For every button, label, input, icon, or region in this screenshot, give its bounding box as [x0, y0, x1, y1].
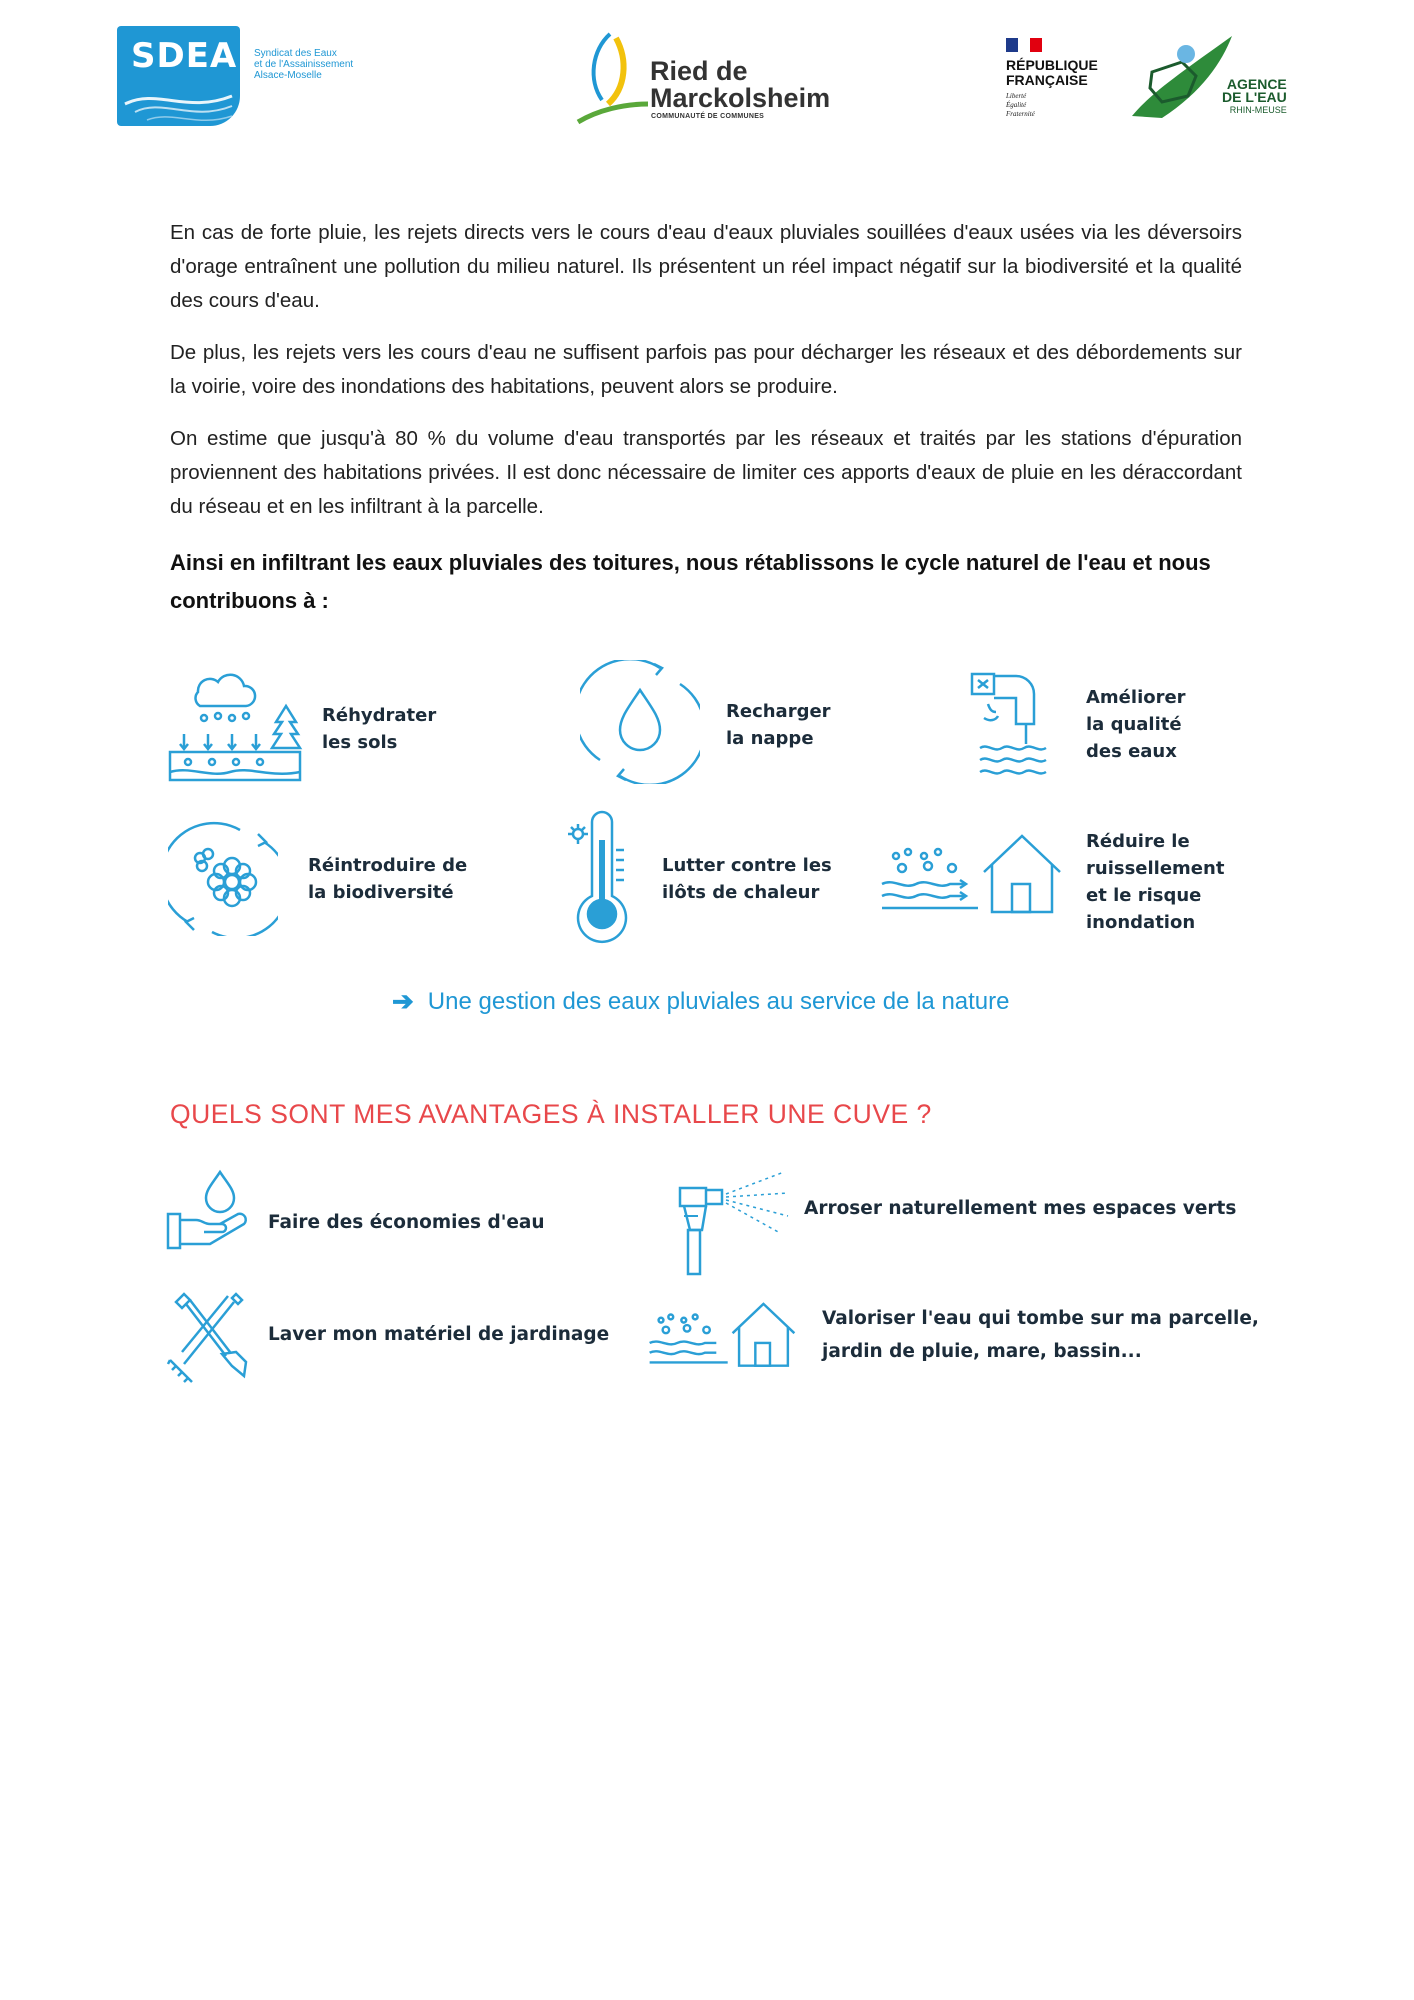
- agence-eau-logo-icon: [1122, 32, 1238, 124]
- garden-tools-icon: [166, 1290, 250, 1388]
- spray-nozzle-icon: [674, 1170, 790, 1276]
- paragraph-overflow: De plus, les rejets vers les cours d'eau ne suffisent parfois pas pour décharger les réseaux et des débordements sur la voirie, voire des inondations des habitations, peuvent alors se produire.: [170, 341, 1242, 398]
- benefit-line: ruissellement: [1086, 858, 1225, 879]
- sdea-tagline-line: Syndicat des Eaux: [254, 48, 337, 59]
- benefit-label: [662, 852, 832, 906]
- sdea-tagline-line: et de l'Assainissement: [254, 59, 354, 70]
- advantage-label: [268, 1206, 545, 1239]
- conclusion-text: Une gestion des eaux pluviales au service de la nature: [427, 987, 1010, 1015]
- benefit-line: Réintroduire de: [308, 855, 468, 876]
- benefit-line: les sols: [322, 732, 398, 753]
- benefit-label: [1086, 828, 1224, 936]
- advantage-line: Valoriser l'eau qui tombe sur ma parcelle,: [822, 1308, 1259, 1329]
- ried-name-line: Marckolsheim: [650, 83, 831, 113]
- benefit-line: Réhydrater: [322, 705, 437, 726]
- benefit-label: [322, 702, 436, 756]
- sdea-logo: [117, 26, 240, 126]
- ried-name-line: Ried de: [650, 56, 748, 86]
- advantage-label: [822, 1302, 1259, 1368]
- republique-francaise-logo: [1006, 38, 1098, 119]
- sdea-tagline: [254, 48, 404, 81]
- benefit-label: [1086, 684, 1186, 765]
- benefit-line: et le risque: [1086, 885, 1202, 906]
- water-drop-cycle-icon: [580, 660, 700, 784]
- advantage-line: jardin de pluie, mare, bassin...: [822, 1341, 1142, 1362]
- paragraph-pollution: En cas de forte pluie, les rejets directs vers le cours d'eau d'eaux pluviales souillées d'eaux usées via les déversoirs d'orage entraînent une pollution du milieu naturel. Ils présentent un réel impact négatif sur la biodiversité et la qualité des cours d'eau.: [170, 221, 1242, 312]
- conclusion-line: [392, 986, 1010, 1017]
- lead-statement: Ainsi en infiltrant les eaux pluviales des toitures, nous rétablissons le cycle naturel de l'eau et nous contribuons à :: [170, 550, 1211, 613]
- hand-drop-icon: [166, 1168, 250, 1252]
- agence-eau-logo-text: [1222, 78, 1287, 117]
- advantage-label: [268, 1318, 609, 1351]
- thermometer-icon: [566, 810, 636, 944]
- advantage-label: [804, 1192, 1236, 1225]
- pipe-water-icon: [970, 668, 1060, 778]
- benefit-line: Recharger: [726, 701, 831, 722]
- benefit-line: des eaux: [1086, 741, 1177, 762]
- benefit-line: Réduire le: [1086, 831, 1190, 852]
- agence-line: AGENCE: [1226, 76, 1287, 92]
- motto-line: Égalité: [1006, 101, 1027, 109]
- benefit-line: Lutter contre les: [662, 855, 832, 876]
- benefit-line: Améliorer: [1086, 687, 1186, 708]
- agence-line: DE L'EAU: [1222, 89, 1287, 105]
- benefit-line: la qualité: [1086, 714, 1182, 735]
- ried-logo-icon: [574, 30, 650, 126]
- advantage-line: Laver mon matériel de jardinage: [268, 1324, 610, 1345]
- french-flag-icon: [1006, 38, 1042, 52]
- benefit-line: la biodiversité: [308, 882, 454, 903]
- house-rain-icon: [880, 832, 1062, 914]
- benefit-line: inondation: [1086, 912, 1196, 933]
- sdea-tagline-line: Alsace-Moselle: [254, 70, 322, 81]
- advantage-line: Arroser naturellement mes espaces verts: [804, 1198, 1237, 1219]
- agence-line: RHIN-MEUSE: [1229, 105, 1287, 115]
- advantage-line: Faire des économies d'eau: [268, 1212, 545, 1233]
- sdea-wave-icon: [117, 26, 240, 126]
- benefit-line: ilôts de chaleur: [662, 882, 820, 903]
- paragraph-estimate: On estime que jusqu'à 80 % du volume d'eau transportés par les réseaux et traités par les stations d'épuration proviennent des habitations privées. Il est donc nécessaire de limiter ces apports d'eaux de pluie en les déraccordant du réseau et en les infiltrant à la parcelle.: [170, 427, 1242, 518]
- house-rain-icon: [648, 1300, 796, 1368]
- section-title: QUELS SONT MES AVANTAGES À INSTALLER UNE CUVE ?: [170, 1099, 932, 1129]
- benefit-line: la nappe: [726, 728, 814, 749]
- ried-logo-name: [650, 58, 830, 112]
- republique-line: RÉPUBLIQUE: [1006, 57, 1098, 73]
- sdea-logo-text: SDEA: [131, 36, 238, 76]
- arrow-right-icon: ➔: [392, 986, 414, 1016]
- flower-cycle-icon: [168, 818, 278, 936]
- benefit-label: [726, 698, 831, 752]
- ried-logo-sub: COMMUNAUTÉ DE COMMUNES: [651, 113, 765, 120]
- rain-soil-icon: [168, 664, 304, 784]
- motto-line: Liberté: [1006, 92, 1027, 100]
- motto-line: Fraternité: [1006, 110, 1035, 118]
- republique-line: FRANÇAISE: [1006, 72, 1088, 88]
- benefit-label: [308, 852, 467, 906]
